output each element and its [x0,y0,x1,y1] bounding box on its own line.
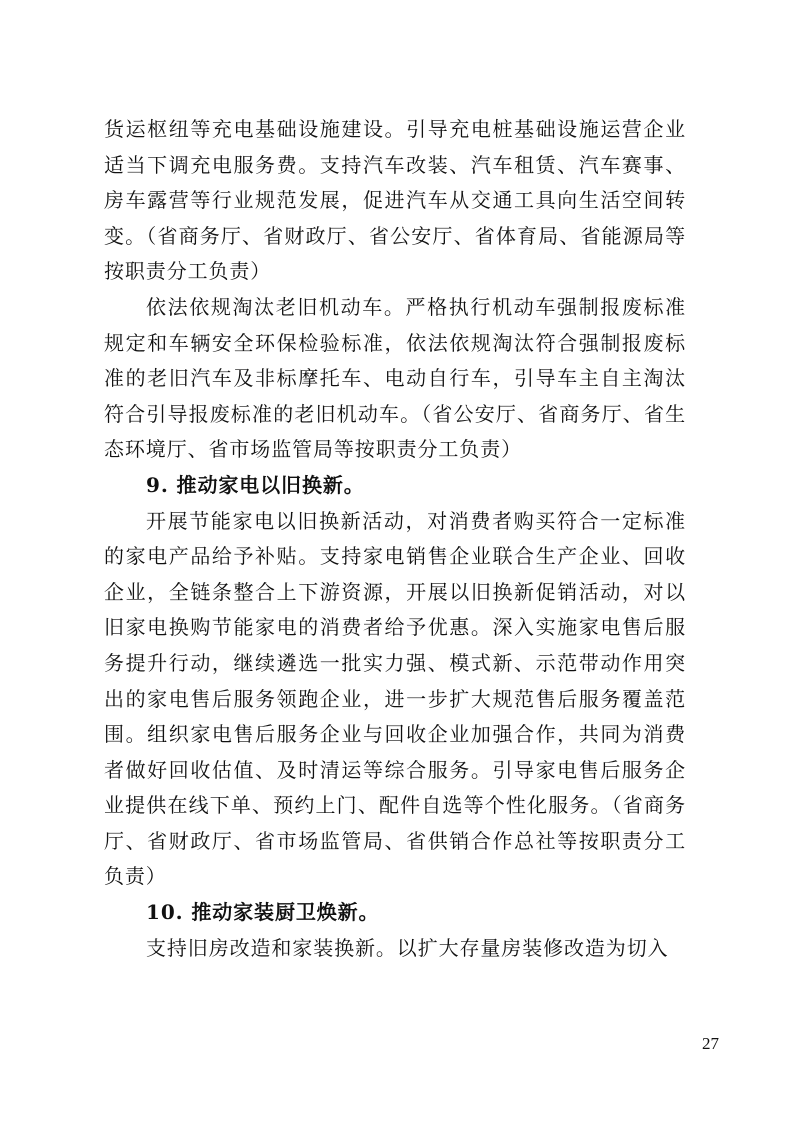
section-heading-appliance-tradein: 9. 推动家电以旧换新。 [146,472,365,497]
page-number: 27 [702,1034,719,1053]
paragraph-home-renovation: 支持旧房改造和家装换新。以扩大存量房装修改造为切入 [146,935,669,960]
paragraph-appliance-tradein: 开展节能家电以旧换新活动，对消费者购买符合一定标准的家电产品给予补贴。支持家电销售企业联合生产企业、回收企业，全链条整合上下游资源，开展以旧换新促销活动，对以旧家电换购节能家电的消费者给予优惠。深入实施家电售后服务提升行动，继续遴选一批实力强、模式新、示范带动作用突出的家电售后服务领跑企业，进一步扩大规范售后服务覆盖范围。组织家电售后服务企业与回收企业加强合作，共同为消费者做好回收估值、及时清运等综合服务。引导家电售后服务企业提供在线下单、预约上门、配件自选等个性化服务。（省商务厅、省财政厅、省市场监管局、省供销合作总社等按职责分工负责） [104,508,686,889]
body-text [104,112,686,966]
paragraph-scrap-old-vehicles: 依法依规淘汰老旧机动车。严格执行机动车强制报废标准规定和车辆安全环保检验标准，依法依规淘汰符合强制报废标准的老旧汽车及非标摩托车、电动自行车，引导车主自主淘汰符合引导报废标准的老旧机动车。（省公安厅、省商务厅、省生态环境厅、省市场监管局等按职责分工负责） [104,294,686,462]
section-heading-home-renovation: 10. 推动家装厨卫焕新。 [146,900,380,925]
paragraph-charging-infrastructure: 货运枢纽等充电基础设施建设。引导充电桩基础设施运营企业适当下调充电服务费。支持汽车改装、汽车租赁、汽车赛事、房车露营等行业规范发展，促进汽车从交通工具向生活空间转变。（省商务厅、省财政厅、省公安厅、省体育局、省能源局等按职责分工负责） [104,117,686,284]
